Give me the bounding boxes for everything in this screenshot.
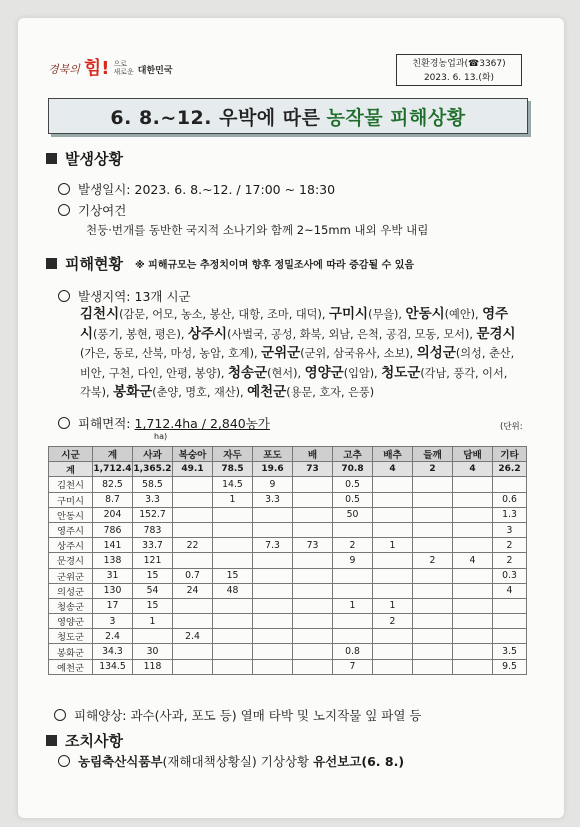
- table-cell: 3: [493, 522, 527, 537]
- table-cell: 15: [133, 598, 173, 613]
- table-row: [49, 644, 527, 659]
- table-cell: [453, 644, 493, 659]
- table-cell: 김천시: [49, 477, 93, 492]
- region-label: 발생지역: 13개 시군: [78, 289, 191, 304]
- table-cell: [333, 629, 373, 644]
- table-cell: 군위군: [49, 568, 93, 583]
- table-cell: [293, 629, 333, 644]
- column-header: 배추: [373, 447, 413, 462]
- table-cell: 예천군: [49, 659, 93, 674]
- table-cell: 상주시: [49, 538, 93, 553]
- weather-label-line: [58, 201, 126, 219]
- table-cell: 9.5: [493, 659, 527, 674]
- table-cell: [173, 659, 213, 674]
- table-cell: [253, 659, 293, 674]
- circle-bullet-icon: [54, 709, 66, 721]
- region-label-line: [58, 287, 191, 305]
- table-row: [49, 568, 527, 583]
- table-cell: [293, 492, 333, 507]
- region-name: 예천군: [247, 384, 287, 400]
- region-name: 청도군: [381, 364, 421, 381]
- slogan-sub2: 새로운: [113, 68, 134, 76]
- table-cell: 4: [373, 462, 413, 477]
- table-cell: [333, 583, 373, 598]
- circle-bullet-icon: [58, 755, 70, 767]
- table-cell: [453, 522, 493, 537]
- region-detail: (각남, 풍각, 이서, 각북),: [80, 366, 508, 399]
- action-bold: 유선보고(6. 8.): [313, 754, 405, 769]
- occurrence-date-label: 발생일시:: [78, 182, 131, 197]
- table-cell: 3.5: [493, 644, 527, 659]
- damage-table: [48, 446, 527, 675]
- table-cell: [253, 507, 293, 522]
- table-cell: 3.3: [253, 492, 293, 507]
- table-cell: 2.4: [173, 629, 213, 644]
- table-cell: 121: [133, 553, 173, 568]
- table-cell: 영주시: [49, 522, 93, 537]
- table-cell: [173, 644, 213, 659]
- table-cell: 9: [333, 553, 373, 568]
- table-cell: [453, 492, 493, 507]
- region-detail: (춘양, 명호, 재산),: [152, 386, 248, 399]
- table-cell: [453, 538, 493, 553]
- table-cell: [373, 553, 413, 568]
- table-cell: 34.3: [93, 644, 133, 659]
- table-cell: [293, 644, 333, 659]
- table-cell: [253, 644, 293, 659]
- table-cell: 구미시: [49, 492, 93, 507]
- table-cell: 청송군: [49, 598, 93, 613]
- table-cell: 24: [173, 583, 213, 598]
- table-cell: 청도군: [49, 629, 93, 644]
- square-bullet-icon: [46, 258, 57, 269]
- circle-bullet-icon: [58, 204, 70, 216]
- table-cell: [333, 568, 373, 583]
- table-row: [49, 477, 527, 492]
- table-cell: [453, 614, 493, 629]
- table-cell: 141: [93, 538, 133, 553]
- table-cell: 1,365.2: [133, 462, 173, 477]
- table-cell: [413, 614, 453, 629]
- region-detail: (감문, 어모, 농소, 봉산, 대항, 조마, 대덕),: [119, 308, 329, 321]
- damage-note: ※ 피해규모는 추정치이며 향후 정밀조사에 따라 증감될 수 있음: [134, 260, 415, 271]
- column-header: 계: [93, 447, 133, 462]
- table-cell: 54: [133, 583, 173, 598]
- table-cell: [413, 629, 453, 644]
- table-cell: [413, 477, 453, 492]
- table-cell: 786: [93, 522, 133, 537]
- region-detail: (무을),: [368, 308, 406, 321]
- table-cell: [413, 598, 453, 613]
- table-cell: [173, 553, 213, 568]
- occurrence-date-value: 2023. 6. 8.~12. / 17:00 ~ 18:30: [134, 182, 336, 197]
- table-header-row: [49, 447, 527, 462]
- table-cell: 50: [333, 507, 373, 522]
- table-cell: 0.5: [333, 477, 373, 492]
- table-cell: 0.8: [333, 644, 373, 659]
- column-header: 사과: [133, 447, 173, 462]
- department-name: 친환경농업과(☎3367): [412, 59, 506, 69]
- table-cell: 0.3: [493, 568, 527, 583]
- region-name: 봉화군: [113, 384, 153, 400]
- table-cell: 0.7: [173, 568, 213, 583]
- table-cell: [173, 614, 213, 629]
- table-row: [49, 598, 527, 613]
- table-cell: [293, 477, 333, 492]
- slogan-sub1: 으로: [113, 60, 128, 69]
- column-header: 담배: [453, 447, 493, 462]
- section3-heading: 조치사항: [65, 732, 123, 750]
- table-cell: [293, 553, 333, 568]
- area-line: [58, 414, 270, 432]
- action-text: (재해대책상황실) 기상상황: [162, 754, 310, 769]
- table-cell: [373, 492, 413, 507]
- title-part2: 농작물 피해상황: [326, 106, 466, 129]
- table-row: [49, 583, 527, 598]
- table-cell: [453, 629, 493, 644]
- table-cell: [373, 522, 413, 537]
- table-cell: 22: [173, 538, 213, 553]
- table-row: [49, 538, 527, 553]
- slogan-brand: 경북의: [48, 63, 80, 76]
- region-name: 김천시: [80, 306, 120, 322]
- column-header: 시군: [49, 447, 93, 462]
- table-cell: 1: [333, 598, 373, 613]
- section-heading-damage: [46, 253, 414, 274]
- table-row: [49, 614, 527, 629]
- table-cell: 152.7: [133, 507, 173, 522]
- section-heading-action: [46, 730, 123, 751]
- table-cell: 4: [453, 553, 493, 568]
- table-cell: 33.7: [133, 538, 173, 553]
- table-cell: [253, 568, 293, 583]
- table-cell: 7.3: [253, 538, 293, 553]
- table-cell: 8.7: [93, 492, 133, 507]
- damage-type-line: [54, 706, 421, 724]
- table-cell: 138: [93, 553, 133, 568]
- table-cell: [413, 538, 453, 553]
- table-cell: 204: [93, 507, 133, 522]
- table-row: [49, 553, 527, 568]
- region-name: 영주시: [80, 306, 509, 342]
- slogan-gov: 대한민국: [137, 65, 173, 76]
- weather-label: 기상여건: [78, 203, 127, 218]
- table-cell: 4: [453, 462, 493, 477]
- region-detail: (예안),: [444, 308, 483, 321]
- table-cell: 58.5: [133, 477, 173, 492]
- region-list: [80, 305, 520, 403]
- table-cell: [213, 598, 253, 613]
- table-cell: [213, 644, 253, 659]
- region-name: 영양군: [304, 364, 344, 381]
- region-detail: (용문, 호자, 은풍): [286, 386, 375, 399]
- square-bullet-icon: [46, 153, 57, 164]
- region-name: 문경시: [476, 325, 516, 342]
- table-cell: 134.5: [93, 659, 133, 674]
- page-title: [48, 98, 528, 134]
- table-cell: 15: [213, 568, 253, 583]
- table-cell: [173, 492, 213, 507]
- table-row: [49, 507, 527, 522]
- table-cell: 82.5: [93, 477, 133, 492]
- table-cell: [253, 598, 293, 613]
- region-name: 상주시: [187, 325, 228, 342]
- table-cell: [253, 614, 293, 629]
- table-cell: 783: [133, 522, 173, 537]
- table-cell: [373, 659, 413, 674]
- table-cell: [213, 522, 253, 537]
- table-cell: [293, 522, 333, 537]
- table-row: [49, 659, 527, 674]
- table-cell: 2: [413, 553, 453, 568]
- column-header: 들깨: [413, 447, 453, 462]
- table-cell: [213, 659, 253, 674]
- column-header: 복숭아: [173, 447, 213, 462]
- section1-heading: 발생상황: [65, 150, 123, 168]
- table-cell: [413, 507, 453, 522]
- table-cell: [373, 583, 413, 598]
- area-label: 피해면적:: [78, 416, 131, 431]
- table-cell: 4: [493, 583, 527, 598]
- table-cell: [413, 568, 453, 583]
- table-cell: 봉화군: [49, 644, 93, 659]
- units-label: (단위:: [500, 422, 523, 432]
- table-cell: 안동시: [49, 507, 93, 522]
- table-total-row: [49, 462, 527, 477]
- region-detail: (입암),: [343, 366, 382, 380]
- table-cell: [253, 583, 293, 598]
- table-cell: [373, 477, 413, 492]
- table-row: [49, 522, 527, 537]
- table-cell: [493, 598, 527, 613]
- table-cell: 영양군: [49, 614, 93, 629]
- square-bullet-icon: [46, 735, 57, 746]
- table-cell: 118: [133, 659, 173, 674]
- region-name: 안동시: [405, 306, 445, 322]
- table-cell: [293, 614, 333, 629]
- table-row: [49, 492, 527, 507]
- table-cell: 19.6: [253, 462, 293, 477]
- table-cell: [333, 614, 373, 629]
- table-cell: [293, 507, 333, 522]
- table-cell: 26.2: [493, 462, 527, 477]
- document-date: 2023. 6. 13.(화): [423, 73, 495, 83]
- table-cell: 1,712.4: [93, 462, 133, 477]
- table-cell: [453, 659, 493, 674]
- table-cell: [293, 598, 333, 613]
- table-cell: [453, 507, 493, 522]
- circle-bullet-icon: [58, 183, 70, 195]
- table-cell: [173, 507, 213, 522]
- table-cell: [373, 644, 413, 659]
- table-cell: 1: [373, 538, 413, 553]
- region-detail: (현서),: [267, 366, 305, 380]
- table-cell: [213, 507, 253, 522]
- table-cell: 73: [293, 538, 333, 553]
- region-name: 청송군: [228, 364, 268, 381]
- table-cell: 7: [333, 659, 373, 674]
- table-cell: 의성군: [49, 583, 93, 598]
- region-detail: (가은, 동로, 산북, 마성, 농암, 호계),: [80, 347, 262, 360]
- table-cell: 130: [93, 583, 133, 598]
- table-cell: 0.5: [333, 492, 373, 507]
- table-cell: 30: [133, 644, 173, 659]
- column-header: 자두: [213, 447, 253, 462]
- ha-unit-label: ha): [154, 432, 168, 441]
- region-name: 구미시: [328, 306, 369, 322]
- table-row: [49, 629, 527, 644]
- region-detail: (사벌국, 공성, 화북, 외남, 은척, 공검, 모동, 모서),: [227, 327, 477, 341]
- slogan-mark: 힘!: [83, 58, 110, 79]
- occurrence-date-line: [58, 180, 335, 198]
- table-cell: [453, 598, 493, 613]
- region-name: 군위군: [261, 345, 301, 361]
- table-cell: [253, 629, 293, 644]
- table-cell: 1: [133, 614, 173, 629]
- table-cell: [493, 614, 527, 629]
- table-cell: [373, 629, 413, 644]
- table-cell: 0.6: [493, 492, 527, 507]
- region-detail: (의성, 춘산, 비안, 구천, 다인, 안평, 봉양),: [80, 347, 515, 380]
- circle-bullet-icon: [58, 290, 70, 302]
- table-cell: 31: [93, 568, 133, 583]
- table-cell: [493, 629, 527, 644]
- table-cell: 문경시: [49, 553, 93, 568]
- table-cell: 17: [93, 598, 133, 613]
- table-cell: 2: [413, 462, 453, 477]
- table-cell: 계: [49, 462, 93, 477]
- table-cell: [453, 583, 493, 598]
- table-cell: 49.1: [173, 462, 213, 477]
- table-cell: 73: [293, 462, 333, 477]
- title-part1: 6. 8.~12. 우박에 따른: [110, 106, 321, 129]
- table-cell: [453, 568, 493, 583]
- table-cell: 2: [333, 538, 373, 553]
- action-label: 농림축산식품부: [78, 754, 163, 769]
- table-cell: [413, 522, 453, 537]
- action-line: [58, 752, 404, 770]
- table-cell: [493, 477, 527, 492]
- table-cell: [293, 659, 333, 674]
- column-header: 고추: [333, 447, 373, 462]
- table-cell: 48: [213, 583, 253, 598]
- table-cell: [373, 568, 413, 583]
- table-cell: 14.5: [213, 477, 253, 492]
- table-cell: [413, 659, 453, 674]
- table-cell: [173, 477, 213, 492]
- department-box: [396, 54, 522, 86]
- table-cell: [453, 477, 493, 492]
- table-cell: [413, 492, 453, 507]
- table-cell: 78.5: [213, 462, 253, 477]
- table-cell: 1: [373, 598, 413, 613]
- table-cell: 2: [493, 553, 527, 568]
- table-cell: [173, 522, 213, 537]
- table-cell: [213, 629, 253, 644]
- section2-heading: 피해현황: [65, 255, 123, 273]
- table-cell: 1: [213, 492, 253, 507]
- weather-text: 천둥·번개를 동반한 국지적 소나기와 함께 2~15mm 내외 우박 내림: [86, 223, 429, 237]
- damage-type-text: 피해양상: 과수(사과, 포도 등) 열매 타박 및 노지작물 잎 파열 등: [74, 708, 422, 723]
- table-cell: 3.3: [133, 492, 173, 507]
- table-cell: [213, 538, 253, 553]
- table-cell: [413, 583, 453, 598]
- table-cell: [213, 553, 253, 568]
- column-header: 배: [293, 447, 333, 462]
- table-cell: [293, 583, 333, 598]
- table-cell: 3: [93, 614, 133, 629]
- table-cell: 15: [133, 568, 173, 583]
- table-cell: [213, 614, 253, 629]
- area-value: 1,712.4ha / 2,840농가: [134, 416, 270, 431]
- table-cell: 2.4: [93, 629, 133, 644]
- table-cell: 9: [253, 477, 293, 492]
- section-heading-occurrence: [46, 148, 123, 169]
- table-cell: 2: [373, 614, 413, 629]
- region-detail: (군위, 삼국유사, 소보),: [300, 347, 417, 360]
- table-cell: [413, 644, 453, 659]
- column-header: 기타: [493, 447, 527, 462]
- table-cell: [253, 522, 293, 537]
- table-cell: 1.3: [493, 507, 527, 522]
- table-cell: [373, 507, 413, 522]
- slogan-sub: [114, 61, 134, 76]
- column-header: 포도: [253, 447, 293, 462]
- table-cell: [173, 598, 213, 613]
- table-cell: [333, 522, 373, 537]
- table-cell: 2: [493, 538, 527, 553]
- region-detail: (풍기, 봉현, 평은),: [93, 327, 188, 341]
- table-cell: [293, 568, 333, 583]
- table-cell: 70.8: [333, 462, 373, 477]
- region-name: 의성군: [416, 345, 456, 361]
- table-cell: [253, 553, 293, 568]
- table-cell: [133, 629, 173, 644]
- circle-bullet-icon: [58, 417, 70, 429]
- slogan-logo: [48, 60, 173, 78]
